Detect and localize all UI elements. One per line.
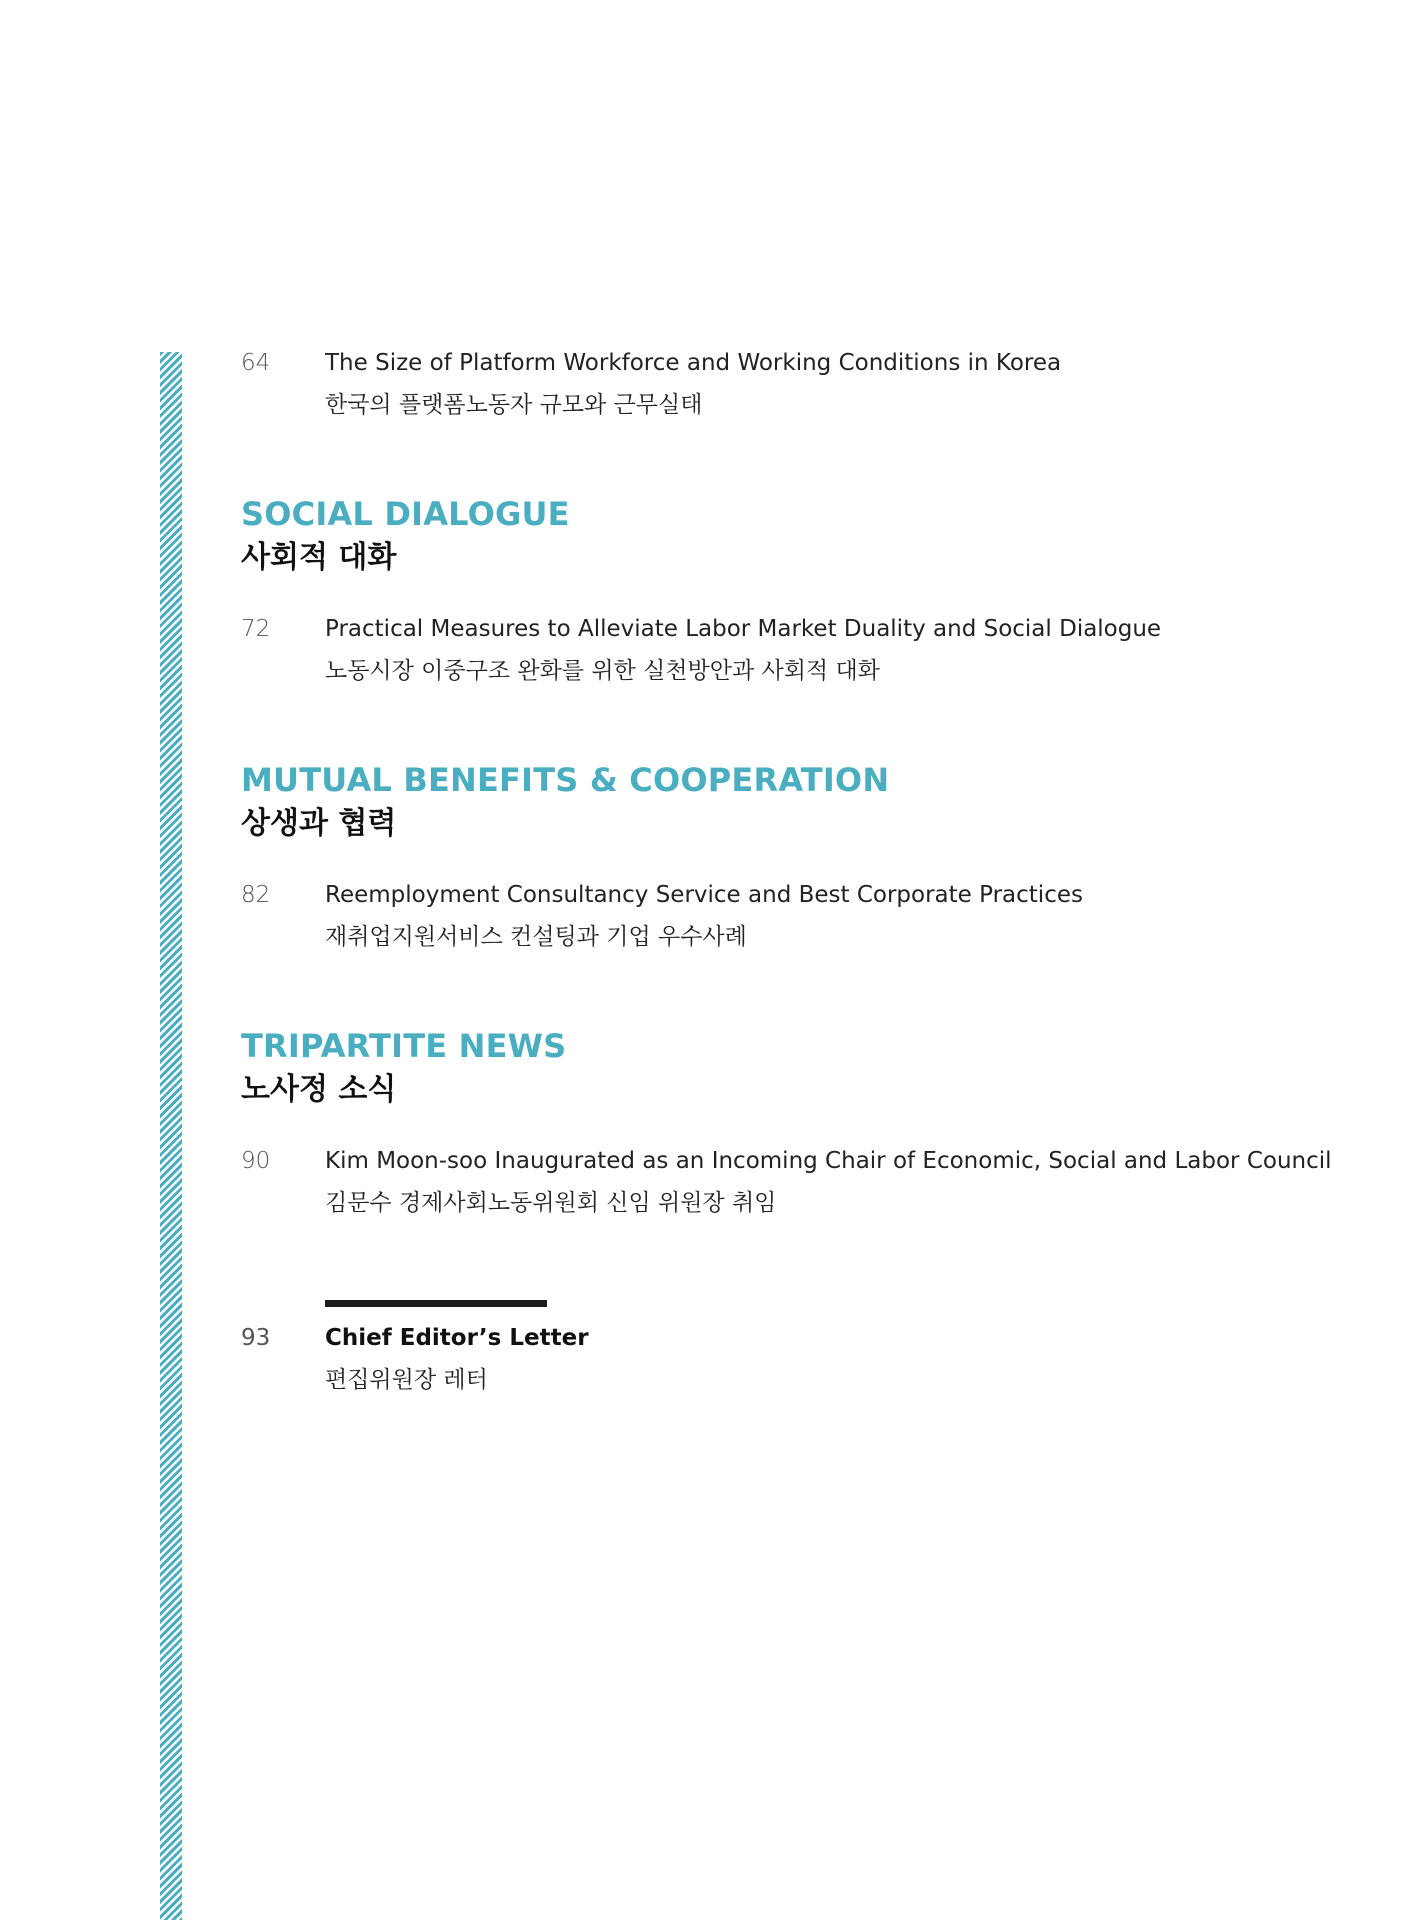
entry-title-en: Chief Editor’s Letter bbox=[325, 1325, 589, 1351]
page-number: 72 bbox=[241, 616, 271, 642]
entry-title-en: Reemployment Consultancy Service and Best Corporate Practices bbox=[325, 882, 1083, 908]
entry-title-ko: 한국의 플랫폼노동자 규모와 근무실태 bbox=[325, 392, 703, 418]
section-tripartite-news bbox=[241, 1024, 1361, 1112]
page-number: 93 bbox=[241, 1325, 271, 1351]
entry-title-en: Practical Measures to Alleviate Labor Market Duality and Social Dialogue bbox=[325, 616, 1162, 642]
entry-title-en: The Size of Platform Workforce and Working Conditions in Korea bbox=[325, 350, 1062, 376]
section-social-dialogue bbox=[241, 492, 1361, 580]
page-number: 90 bbox=[241, 1148, 271, 1174]
table-of-contents bbox=[241, 346, 1361, 1397]
entry-title-ko: 노동시장 이중구조 완화를 위한 실천방안과 사회적 대화 bbox=[325, 658, 880, 684]
section-title-ko: 노사정 소식 bbox=[241, 1072, 397, 1107]
entry-title-en: Kim Moon-soo Inaugurated as an Incoming Chair of Economic, Social and Labor Council bbox=[325, 1148, 1332, 1174]
section-title-ko: 사회적 대화 bbox=[241, 540, 397, 575]
decorative-stripe-bar bbox=[160, 352, 182, 1920]
toc-entry-64[interactable] bbox=[241, 346, 1361, 422]
toc-entry-93[interactable] bbox=[241, 1300, 1361, 1397]
toc-entry-72[interactable] bbox=[241, 612, 1361, 688]
section-mutual-benefits bbox=[241, 758, 1361, 846]
divider-rule bbox=[325, 1300, 547, 1307]
section-title-en: TRIPARTITE NEWS bbox=[241, 1027, 567, 1065]
section-title-en: MUTUAL BENEFITS & COOPERATION bbox=[241, 761, 890, 799]
entry-title-ko: 김문수 경제사회노동위원회 신임 위원장 취임 bbox=[325, 1190, 777, 1216]
page-number: 64 bbox=[241, 350, 271, 376]
section-title-en: SOCIAL DIALOGUE bbox=[241, 495, 570, 533]
section-title-ko: 상생과 협력 bbox=[241, 806, 397, 841]
toc-entry-90[interactable] bbox=[241, 1144, 1361, 1220]
page-number: 82 bbox=[241, 882, 271, 908]
toc-entry-82[interactable] bbox=[241, 878, 1361, 954]
entry-title-ko: 재취업지원서비스 컨설팅과 기업 우수사례 bbox=[325, 924, 747, 950]
entry-title-ko: 편집위원장 레터 bbox=[325, 1367, 488, 1393]
